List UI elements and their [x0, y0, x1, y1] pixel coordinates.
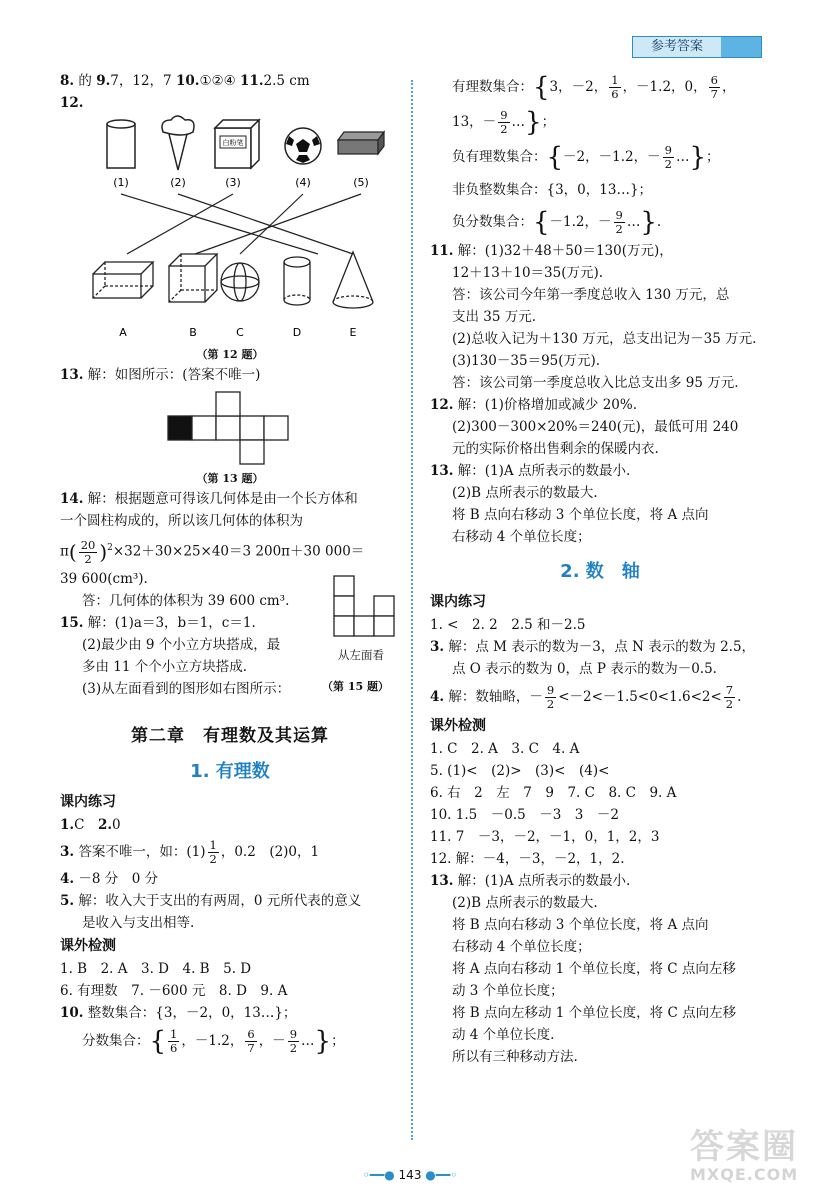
r-check-line-1-4: 1. C 2. A 3. C 4. A [430, 741, 580, 757]
column-divider [411, 80, 413, 1140]
r-q13b-line-2: (2)B 点所表示的数最大. [452, 895, 598, 911]
r-check-line-10: 10. 1.5 －0.5 －3 3 －2 [430, 807, 619, 823]
r-q13-line-2: (2)B 点所表示的数最大. [452, 485, 598, 501]
practice-line-3: 3. 答案不唯一，如：(1) $\frac{1}{2}$ ，0.2 (2)0，1 [60, 838, 320, 866]
nonnegative-integer-set: 非负整数集合：{3，0，13…}； [452, 181, 653, 198]
r-q11-line-1: 11. 解：(1)32＋48＋50＝130(万元)， [430, 243, 673, 259]
practice-line-1-2: 1.C 2.0 [60, 817, 121, 833]
r-check-line-5: 5. (1)< (2)> (3)< (4)< [430, 763, 610, 779]
r-q13-line-1: 13. 解：(1)A 点所表示的数最小. [430, 463, 631, 479]
watermark-url: MXQE.COM [690, 1165, 799, 1184]
rational-set-line-2: 13，－ $\frac{9}{2}$ …}； [452, 107, 556, 137]
fig12-top-label: (1) [113, 176, 129, 189]
r-q11-line-5: (2)总收入记为＋130 万元，总支出记为－35 万元. [452, 331, 757, 347]
football-icon [285, 128, 321, 164]
rational-set-line-1: 有理数集合：{3，－2， $\frac{1}{6}$ ，－1.2，0， $\frac{6}{7}$ ， [452, 72, 736, 103]
header-tag-text: 参考答案 [633, 37, 721, 57]
figure-13-net [60, 386, 400, 470]
r-q11-line-4: 支出 35 万元. [452, 309, 537, 325]
watermark-logo [690, 1128, 800, 1192]
q15-line-3: 多由 11 个个小立方块搭成. [82, 659, 248, 675]
r-q13b-line-7: 将 B 点向左移动 1 个单位长度，将 C 点向左移 [452, 1005, 737, 1021]
q14-line-1: 14. 解：根据题意可得该几何体是由一个长方体和 [60, 491, 358, 507]
r-q12-line-2: (2)300－300×20%＝240(元)，最低可用 240 [452, 419, 739, 435]
r-q13b-line-5: 将 A 点向右移动 1 个单位长度，将 C 点向左移 [452, 961, 736, 977]
r-q12-line-3: 元的实际价格出售剩余的保暖内衣. [452, 441, 659, 457]
brick-icon [338, 132, 384, 154]
r-check-line-12: 12. 解：－4，－3，－2，1，2. [430, 851, 625, 867]
r-q11-line-6: (3)130－35＝95(万元). [452, 353, 601, 369]
r-check-line-11: 11. 7 －3，－2，－1，0，1，2，3 [430, 829, 660, 845]
q14-line-4: 39 600(cm³). [60, 571, 148, 587]
fig12-bottom-label: A [119, 326, 127, 339]
figure-12-caption: （第 12 题） [196, 348, 264, 361]
practice-line-5a: 5. 解：收入大于支出的有两周，0 元所代表的意义 [60, 893, 362, 909]
section-title-number-line: 2. 数 轴 [560, 561, 640, 582]
r-q13b-line-9: 所以有三种移动方法. [452, 1049, 578, 1065]
r-q13-line-4: 右移动 4 个单位长度； [452, 529, 591, 545]
fig12-top-label: (5) [353, 176, 369, 189]
fig12-bottom-label: C [236, 326, 244, 339]
extra-check-heading: 课外检测 [60, 938, 116, 954]
cuboid-shape [93, 262, 153, 298]
left-column [60, 70, 400, 1059]
negative-fraction-set: 负分数集合：{－1.2，－ $\frac{9}{2}$ …}. [452, 207, 662, 237]
figure-15-left-view [328, 574, 404, 644]
check-line-6-9: 6. 有理数 7. －600 元 8. D 9. A [60, 983, 288, 999]
section-title-rational-numbers: 1. 有理数 [190, 761, 270, 782]
fig12-top-label: (4) [295, 176, 311, 189]
cube-shape [169, 254, 217, 302]
fraction-set-line: 分数集合：{ $\frac{1}{6}$ ，－1.2， $\frac{6}{7}$ ，－ $\frac{9}{2}$ …}； [82, 1026, 345, 1057]
figure-12 [85, 114, 385, 346]
r-practice-line-4: 4. 解：数轴略，－ $\frac{9}{2}$ <－2<－1.5<0<1.6<2< $\frac{7}{2}$ . [430, 683, 742, 711]
figure-13-caption: （第 13 题） [196, 472, 264, 485]
footer-ornament-left: ◦━━● [362, 1168, 395, 1182]
r-q13b-line-4: 右移动 4 个单位长度； [452, 939, 591, 955]
fig12-bottom-label: E [349, 326, 357, 339]
q15-block [60, 612, 400, 700]
fig12-bottom-label: D [292, 326, 302, 339]
r-q11-line-3: 答：该公司今年第一季度总收入 130 万元，总 [452, 287, 730, 303]
r-q11-line-2: 12＋13＋10＝35(万元). [452, 265, 604, 281]
r-check-line-6-9: 6. 右 2 左 7 9 7. C 8. C 9. A [430, 785, 677, 801]
right-column [430, 70, 770, 1068]
r-classroom-practice-heading: 课内练习 [430, 594, 486, 610]
ice-cream-icon [162, 116, 194, 170]
figure-15-label: 从左面看 [338, 648, 384, 662]
fig12-top-label: (2) [170, 176, 186, 189]
r-q11-line-7: 答：该公司第一季度总收入比总支出多 95 万元. [452, 375, 739, 391]
r-q13b-line-8: 动 4 个单位长度. [452, 1027, 555, 1043]
check-line-1-5: 1. B 2. A 3. D 4. B 5. D [60, 961, 252, 977]
answer-line-8-11: 8. 的 9.7，12，7 10.①②④ 11.2.5 cm [60, 73, 310, 89]
practice-line-4: 4. －8 分 0 分 [60, 871, 159, 887]
cone-shape [333, 252, 373, 308]
q14-line-2: 一个圆柱构成的，所以该几何体的体积为 [60, 513, 303, 529]
practice-line-5b: 是收入与支出相等. [82, 915, 195, 931]
cup-icon [107, 120, 135, 168]
classroom-practice-heading: 课内练习 [60, 794, 116, 810]
header-answer-tag [632, 36, 762, 58]
footer-ornament-right: ●━━◦ [425, 1168, 458, 1182]
r-q13-line-3: 将 B 点向右移动 3 个单位长度，将 A 点向 [452, 507, 709, 523]
r-q13b-line-1: 13. 解：(1)A 点所表示的数最小. [430, 873, 631, 889]
q13-line: 13. 解：如图所示：(答案不唯一) [60, 367, 261, 383]
chalk-box-icon [215, 120, 259, 168]
page-number: 143 [398, 1168, 422, 1182]
q15-line-4: (3)从左面看到的图形如右图所示： [82, 681, 291, 697]
r-practice-line-1-2: 1. < 2. 2 2.5 和－2.5 [430, 617, 586, 633]
fig12-bottom-label: B [189, 326, 197, 339]
sphere-shape [221, 263, 259, 301]
watermark-text: 答案圈 [690, 1127, 798, 1167]
r-q13b-line-6: 动 3 个单位长度； [452, 983, 564, 999]
fig12-top-label: (3) [225, 176, 241, 189]
r-q12-line-1: 12. 解：(1)价格增加或减少 20%. [430, 397, 638, 413]
r-practice-line-3b: 点 O 表示的数为 0，点 P 表示的数为－0.5. [452, 661, 717, 677]
q12-number: 12. [60, 95, 84, 111]
q15-line-1: 15. 解：(1)a＝3，b＝1，c＝1. [60, 615, 256, 631]
r-practice-line-3a: 3. 解：点 M 表示的数为－3，点 N 表示的数为 2.5， [430, 639, 756, 655]
cylinder-shape [284, 257, 310, 305]
header-tag-bar [721, 37, 761, 57]
q14-line-3: π( $\frac{20}{2}$ )$^2$×32＋30×25×40＝3 200π＋30 000＝ [60, 537, 365, 566]
chapter-title: 第二章 有理数及其运算 [131, 726, 329, 746]
chalk-box-label: 白粉笔 [222, 139, 244, 147]
check-line-10: 10. 整数集合：{3，－2，0，13…}； [60, 1005, 297, 1021]
r-q13b-line-3: 将 B 点向右移动 3 个单位长度，将 A 点向 [452, 917, 709, 933]
q15-line-2: (2)最少由 9 个小立方块搭成，最 [82, 637, 281, 653]
negative-rational-set: 负有理数集合：{－2，－1.2，－ $\frac{9}{2}$ …}； [452, 142, 720, 173]
matching-lines [121, 194, 361, 254]
q14-line-5: 答：几何体的体积为 39 600 cm³. [82, 593, 290, 609]
r-extra-check-heading: 课外检测 [430, 718, 486, 734]
figure-15-caption: （第 15 题） [322, 680, 389, 693]
